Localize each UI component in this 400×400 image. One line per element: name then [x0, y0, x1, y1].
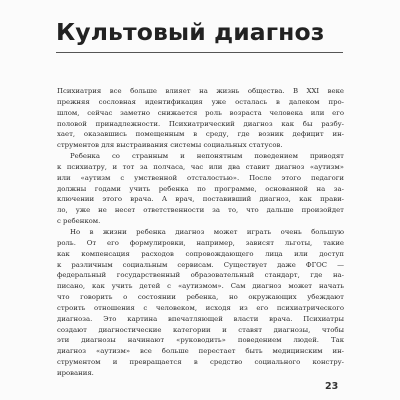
text-line: шлом, сейчас заметно снижается роль возраста человека или его [57, 108, 344, 117]
text-line: роль. От его формулировки, например, зависят льготы, такие [57, 238, 344, 247]
text-line: струментов для выстраивания системы социальных статусов. [57, 141, 283, 150]
text-line: прежняя сословная идентификация уже осталась в далеком про- [57, 97, 344, 106]
text-line: Ребенка со странным и непонятным поведением приводят [70, 152, 344, 161]
text-line: диагноз «аутизм» все больше перестает быть медицинским ин- [57, 347, 344, 356]
text-line: к различным социальным сервисам. Существует даже ФГОС — [57, 260, 344, 269]
text-line: с ребенком. [57, 217, 101, 226]
title-divider [56, 52, 343, 53]
paragraph [57, 227, 344, 379]
text-line: к психиатру, и тот за полчаса, час или два ставит диагноз «аутизм» [57, 162, 344, 171]
page-number: 23 [325, 381, 339, 392]
text-line: федеральный государственный образовательный стандарт, где на- [57, 271, 344, 280]
paragraph [57, 86, 344, 151]
text-line: ключении этого врача. А врач, поставивший диагноз, как прави- [57, 195, 344, 204]
text-line: ло, уже не несет ответственности за то, что дальше произойдет [57, 206, 344, 215]
text-line: струментом и превращается в средство социального констру- [57, 358, 344, 367]
text-line: Но в жизни ребенка диагноз может играть очень большую [70, 227, 344, 236]
text-line: хает, оказавшись помещенным в среду, где возник дефицит ин- [57, 130, 344, 139]
text-line: как компенсация расходов сопровождающего лица или доступ [57, 249, 344, 258]
text-line: Психиатрия все больше влияет на жизнь общества. В XXI веке [57, 87, 344, 95]
text-line: или «аутизм с умственной отсталостью». После этого педагоги [57, 173, 344, 182]
text-line: писано, как учить детей с «аутизмом». Сам диагноз может начать [57, 282, 344, 291]
text-line: должны годами учить ребенка по программе, основанной на за- [57, 184, 344, 193]
chapter-title: Культовый диагноз [56, 18, 325, 46]
text-line: половой принадлежности. Психиатрический диагноз как бы разбу- [57, 119, 344, 128]
text-line: что говорить о состоянии ребенка, но окружающих убеждают [57, 293, 344, 302]
text-line: создают диагностические категории и ставят диагнозы, чтобы [57, 325, 344, 334]
paragraph [57, 151, 344, 227]
body-text [57, 86, 344, 379]
text-line: эти диагнозы начинают «руководить» поведением людей. Так [57, 336, 344, 345]
text-line: ирования. [57, 368, 94, 377]
text-line: строить отношения с человеком, исходя из его психиатрического [57, 303, 344, 312]
text-line: диагноза. Это картина впечатляющей власти врача. Психиатры [57, 314, 344, 323]
